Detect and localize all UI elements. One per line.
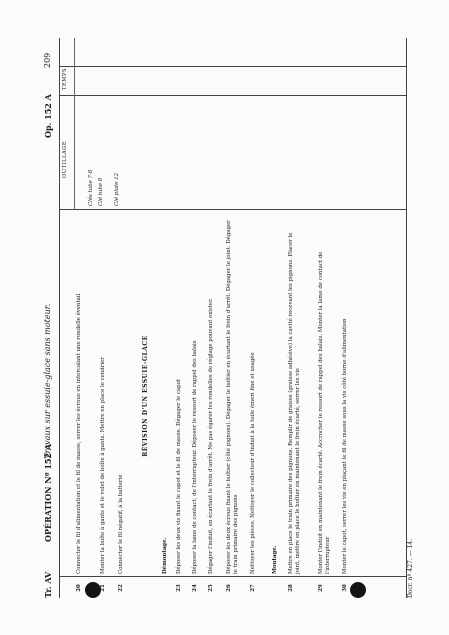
step-number: 30 [341,583,348,592]
step-text: Mettre en place le train primaire des pignons. Remplir de graisse (graisse adhésive) la cavité recevant les pignons. Placer le joint, mettre en place le boîtier en maintenant le frein écarté, serrer les vis [287,232,301,574]
step-tool: Clé plate 12 [113,172,120,206]
step-text: Monter l'induit en maintenant le frein écarté. Accrocher le ressort de rappel des balais. Monter la lame de contact de l'interrupteur [317,251,331,574]
op-code: Op. 152 A [42,93,53,138]
step-text: Monter la boîte à gants et le volet de boîte à gants. Mettre en place le cendrier [99,356,106,574]
step-tool: Clés tube 7-8 [87,169,94,206]
col-divider [60,576,406,577]
step-number: 28 [287,583,294,592]
step-number: 21 [99,583,106,592]
step-tool: Clé tube 8 [97,177,104,206]
vehicle-label: Tr. AV [42,571,53,598]
col-divider [60,209,406,210]
document-footer: Docr. nº 427. — 14. [406,538,414,598]
step-text: Monter le capot, serrer les vis en plaçant le fil de masse sous la vis côté borne d'alimentation [341,317,348,574]
step-number: 25 [207,583,214,592]
step-number: 24 [191,583,198,592]
rotated-sheet [35,38,415,598]
step-text: Connecter le fil négatif, à la batterie [117,473,124,574]
page-header [35,38,57,598]
step-number: 23 [175,583,182,592]
tools-column-header: OUTILLAGE [61,140,68,178]
step-text: Connecter le fil d'alimentation et le fil de masse, serrer les écrous en intercalant une rondelle éventail [75,293,82,574]
step-number: 29 [317,583,324,592]
col-divider [60,95,406,96]
step-text: Dégager l'induit, en écartant le frein d'arrêt. Ne pas égarer les rondelles de réglage pouvant exister. [207,297,214,574]
step-number: 26 [225,583,232,592]
step-number: 27 [249,583,256,592]
page-number: 209 [42,52,52,68]
col-divider [60,66,406,67]
sub-heading: Montage. [271,544,278,574]
step-text: Nettoyer les pièces. Nettoyer le collecteur d'induit à la toile émeri fine et usagée [249,351,256,574]
operation-title: OPÉRATION Nº 152 A [42,443,53,542]
section-title: RÉVISION D'UN ESSUIE-GLACE [141,334,149,457]
step-text: Déposer les deux vis fixant le capot et le fil de masse. Dégager le capot [175,378,182,574]
header-rule [74,38,75,210]
step-number: 22 [117,583,124,592]
step-text: Déposer les deux écrous fixant le boîtier (côté pignons). Dégager le boîtier en écartant le frein d'arrêt. Dégager le joint. Dégager le train primaire des pignons [225,219,239,574]
step-number: 20 [75,583,82,592]
sub-heading: Démontage. [161,537,168,574]
time-column-header: TEMPS [61,67,68,90]
step-text: Déposer la lame de contact, de l'interrupteur. Déposer le ressort de rappel des balais [191,339,198,574]
operations-table [59,38,407,598]
operation-subtitle: : Travaux sur essuie-glace sans moteur. [42,303,52,464]
